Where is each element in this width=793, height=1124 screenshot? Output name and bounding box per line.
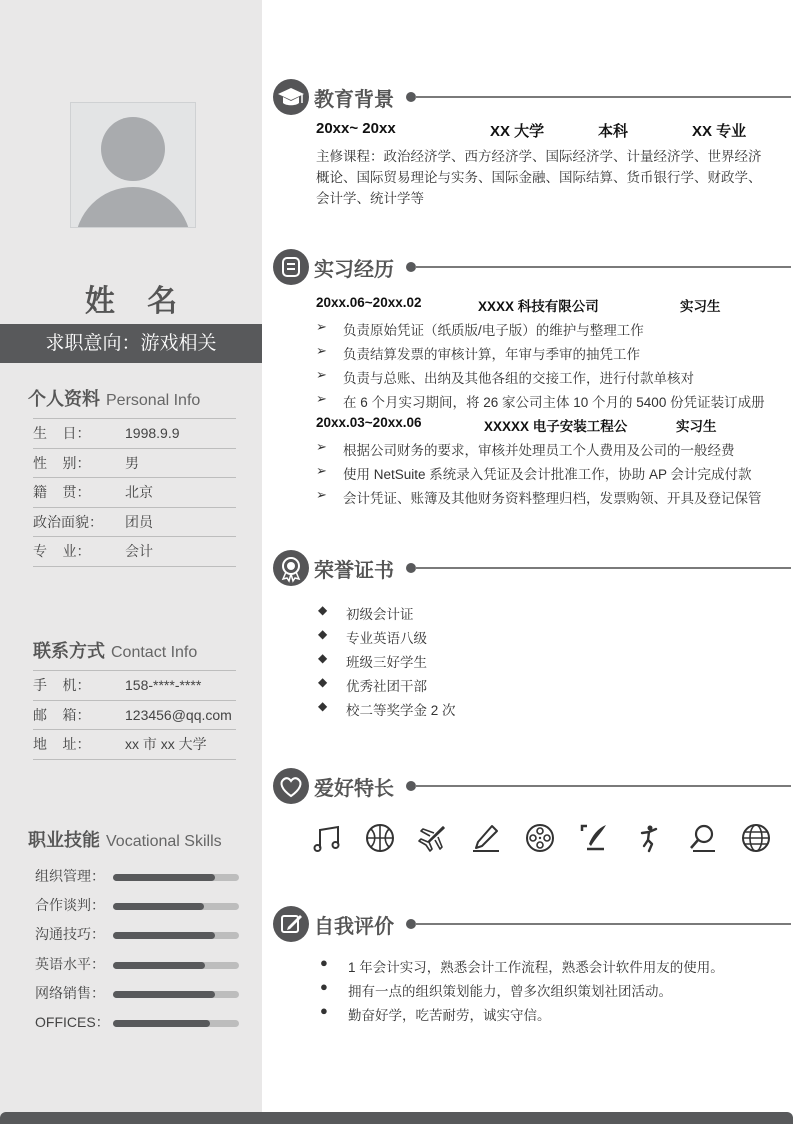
section-rule bbox=[415, 785, 791, 787]
section-rule bbox=[415, 266, 791, 268]
job-intent-bar: 求职意向：游戏相关 bbox=[0, 324, 262, 363]
job-duty: 在 6 个月实习期间，将 26 家公司主体 10 个月的 5400 份凭证装订成册 bbox=[343, 395, 765, 410]
honors-section-header bbox=[273, 550, 791, 586]
info-key: 邮 箱： bbox=[33, 707, 91, 723]
dot-bullet-icon: ● bbox=[320, 979, 328, 994]
info-key: 政治面貌： bbox=[33, 514, 103, 530]
contact-info-title-en: Contact Info bbox=[111, 644, 198, 661]
dot-bullet-icon: ● bbox=[320, 955, 328, 970]
skill-label: 合作谈判： bbox=[35, 897, 105, 913]
film-reel-icon bbox=[524, 822, 556, 854]
dot-bullet-icon: ● bbox=[320, 1003, 328, 1018]
hobbies-section-header bbox=[273, 768, 791, 804]
diamond-bullet-icon: ◆ bbox=[318, 603, 328, 617]
avatar-photo bbox=[70, 102, 196, 228]
section-rule bbox=[415, 96, 791, 98]
self-evaluation-title: 自我评价 bbox=[314, 916, 394, 938]
skill-label: 沟通技巧： bbox=[35, 926, 105, 942]
airplane-icon bbox=[416, 822, 448, 854]
diamond-bullet-icon: ◆ bbox=[318, 651, 328, 665]
honor-item: 优秀社团干部 bbox=[346, 679, 427, 694]
info-key: 籍 贯： bbox=[33, 484, 91, 500]
education-title: 教育背景 bbox=[314, 89, 394, 111]
skills-title-en: Vocational Skills bbox=[106, 833, 222, 850]
arrow-bullet-icon: ➢ bbox=[316, 463, 327, 478]
badminton-icon bbox=[686, 822, 718, 854]
info-row-email bbox=[33, 700, 236, 730]
info-value: 团员 bbox=[125, 514, 153, 530]
skill-label: 组织管理： bbox=[35, 868, 105, 884]
job-duty: 负责与总账、出纳及其他各组的交接工作，进行付款单核对 bbox=[343, 371, 694, 386]
internship-title: 实习经历 bbox=[314, 259, 394, 281]
info-value: xx 市 xx 大学 bbox=[125, 736, 207, 752]
skill-fill bbox=[113, 932, 215, 939]
globe-icon bbox=[740, 822, 772, 854]
arrow-bullet-icon: ➢ bbox=[316, 487, 327, 502]
skills-heading bbox=[28, 826, 222, 852]
job-company: XXXXX 电子安装工程公 bbox=[484, 419, 628, 434]
info-key: 生 日： bbox=[33, 425, 91, 441]
edit-icon bbox=[273, 906, 309, 942]
skill-track bbox=[113, 1020, 239, 1027]
bottom-bar bbox=[0, 1112, 793, 1124]
basketball-icon bbox=[364, 822, 396, 854]
info-row-birthday bbox=[33, 418, 236, 448]
info-value: 北京 bbox=[125, 484, 153, 500]
info-row-political-status bbox=[33, 507, 236, 537]
diamond-bullet-icon: ◆ bbox=[318, 627, 328, 641]
job-role: 实习生 bbox=[680, 299, 721, 314]
list-icon bbox=[273, 249, 309, 285]
self-evaluation-item: 勤奋好学，吃苦耐劳，诚实守信。 bbox=[348, 1008, 551, 1023]
honors-title: 荣誉证书 bbox=[314, 560, 394, 582]
avatar-body-shape bbox=[75, 187, 191, 228]
self-evaluation-section-header bbox=[273, 906, 791, 942]
medal-icon bbox=[273, 550, 309, 586]
job-role: 实习生 bbox=[676, 419, 717, 434]
info-key: 手 机： bbox=[33, 677, 91, 693]
arrow-bullet-icon: ➢ bbox=[316, 319, 327, 334]
education-courses-line: 会计学、统计学等 bbox=[316, 191, 424, 206]
section-rule bbox=[415, 567, 791, 569]
skill-fill bbox=[113, 903, 204, 910]
job-duty: 负责原始凭证（纸质版/电子版）的维护与整理工作 bbox=[343, 323, 644, 338]
skill-track bbox=[113, 962, 239, 969]
personal-info-title-en: Personal Info bbox=[106, 392, 201, 409]
skill-fill bbox=[113, 962, 205, 969]
info-value: 1998.9.9 bbox=[125, 425, 180, 441]
info-row-hometown bbox=[33, 477, 236, 507]
avatar-head-shape bbox=[101, 117, 165, 181]
internship-section-header bbox=[273, 249, 791, 285]
heart-icon bbox=[273, 768, 309, 804]
info-value: 158-****-**** bbox=[125, 677, 202, 693]
job-duty: 根据公司财务的要求，审核并处理员工个人费用及公司的一般经费 bbox=[343, 443, 735, 458]
education-courses-line: 主修课程：政治经济学、西方经济学、国际经济学、计量经济学、世界经济 bbox=[316, 149, 762, 164]
job-period: 20xx.03~20xx.06 bbox=[316, 415, 422, 430]
skill-track bbox=[113, 903, 239, 910]
education-major: XX 专业 bbox=[692, 123, 747, 140]
job-duty: 会计凭证、账簿及其他财务资料整理归档，发票购领、开具及登记保管 bbox=[343, 491, 762, 506]
education-school: XX 大学 bbox=[490, 123, 545, 140]
info-row-phone bbox=[33, 670, 236, 700]
honor-item: 校二等奖学金 2 次 bbox=[346, 703, 456, 718]
education-period: 20xx~ 20xx bbox=[316, 120, 396, 137]
job-duty: 负责结算发票的审核计算，年审与季审的抽凭工作 bbox=[343, 347, 640, 362]
skill-track bbox=[113, 991, 239, 998]
pen-icon bbox=[470, 822, 502, 854]
skills-title: 职业技能 bbox=[28, 830, 100, 850]
self-evaluation-item: 1 年会计实习，熟悉会计工作流程，熟悉会计软件用友的使用。 bbox=[348, 960, 724, 975]
contact-info-title: 联系方式 bbox=[33, 641, 105, 661]
skill-fill bbox=[113, 1020, 210, 1027]
education-section-header bbox=[273, 79, 791, 115]
info-key: 地 址： bbox=[33, 736, 91, 752]
skill-fill bbox=[113, 874, 215, 881]
info-value: 会计 bbox=[125, 543, 153, 559]
honor-item: 班级三好学生 bbox=[346, 655, 427, 670]
info-row-gender bbox=[33, 448, 236, 478]
arrow-bullet-icon: ➢ bbox=[316, 367, 327, 382]
music-note-icon bbox=[312, 822, 344, 854]
info-row-major bbox=[33, 536, 236, 567]
education-degree: 本科 bbox=[598, 123, 629, 140]
arrow-bullet-icon: ➢ bbox=[316, 343, 327, 358]
skill-label: 英语水平： bbox=[35, 956, 105, 972]
candidate-name: 姓 名 bbox=[84, 285, 190, 318]
job-company: XXXX 科技有限公司 bbox=[478, 299, 599, 314]
self-evaluation-item: 拥有一点的组织策划能力，曾多次组织策划社团活动。 bbox=[348, 984, 672, 999]
honor-item: 初级会计证 bbox=[346, 607, 414, 622]
info-key: 性 别： bbox=[33, 455, 91, 471]
contact-info-heading bbox=[33, 637, 197, 663]
section-rule bbox=[415, 923, 791, 925]
info-row-address bbox=[33, 729, 236, 760]
diamond-bullet-icon: ◆ bbox=[318, 699, 328, 713]
job-duty: 使用 NetSuite 系统录入凭证及会计批准工作，协助 AP 会计完成付款 bbox=[343, 467, 752, 482]
arrow-bullet-icon: ➢ bbox=[316, 391, 327, 406]
diamond-bullet-icon: ◆ bbox=[318, 675, 328, 689]
info-key: 专 业： bbox=[33, 543, 91, 559]
calligraphy-icon bbox=[578, 822, 610, 854]
personal-info-heading bbox=[28, 385, 200, 411]
skill-label: 网络销售： bbox=[35, 985, 105, 1001]
personal-info-title: 个人资料 bbox=[28, 389, 100, 409]
info-value: 123456@qq.com bbox=[125, 707, 232, 723]
dancer-icon bbox=[632, 822, 664, 854]
skill-track bbox=[113, 932, 239, 939]
skill-track bbox=[113, 874, 239, 881]
arrow-bullet-icon: ➢ bbox=[316, 439, 327, 454]
skill-fill bbox=[113, 991, 215, 998]
honor-item: 专业英语八级 bbox=[346, 631, 427, 646]
graduation-cap-icon bbox=[273, 79, 309, 115]
info-value: 男 bbox=[125, 455, 139, 471]
job-period: 20xx.06~20xx.02 bbox=[316, 295, 422, 310]
skill-label: OFFICES： bbox=[35, 1014, 110, 1030]
education-courses-line: 概论、国际贸易理论与实务、国际金融、国际结算、货币银行学、财政学、 bbox=[316, 170, 762, 185]
hobbies-title: 爱好特长 bbox=[314, 778, 394, 800]
